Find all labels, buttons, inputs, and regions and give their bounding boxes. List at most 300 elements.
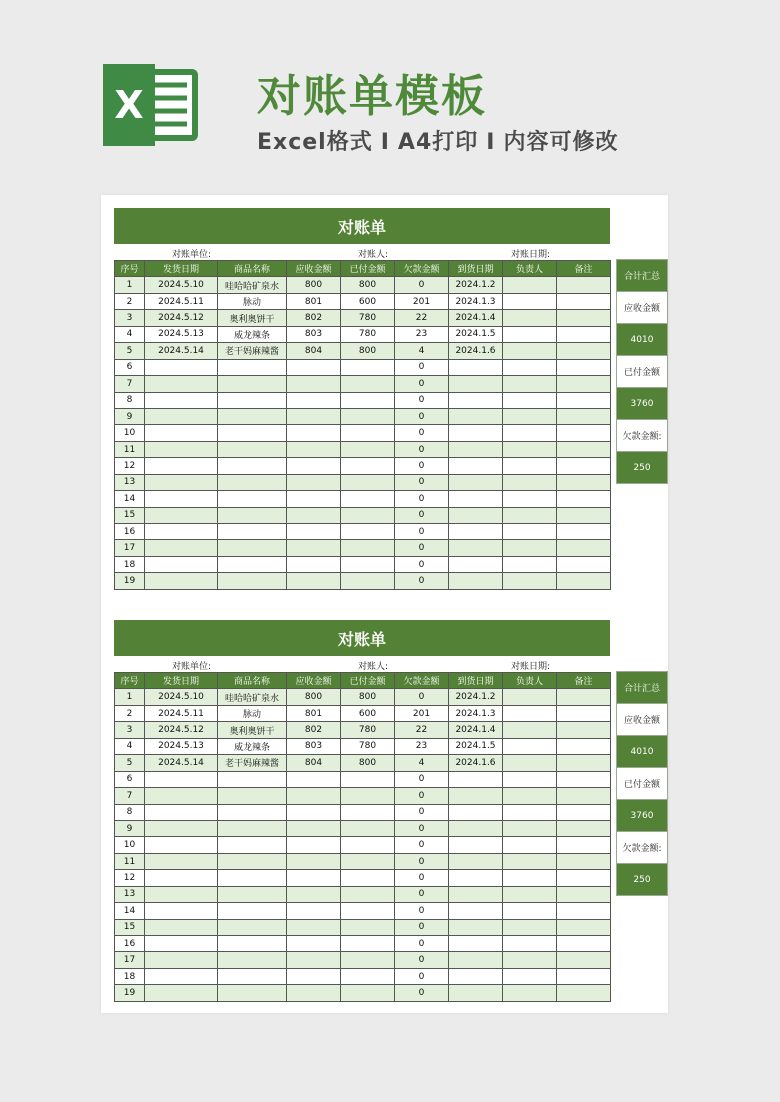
table-cell[interactable]: [218, 392, 287, 408]
table-cell[interactable]: [287, 952, 341, 968]
table-cell[interactable]: 802: [287, 310, 341, 326]
table-cell[interactable]: [145, 458, 218, 474]
table-cell[interactable]: [341, 968, 395, 984]
table-cell[interactable]: 0: [395, 689, 449, 705]
table-cell[interactable]: [218, 441, 287, 457]
table-cell[interactable]: 2024.1.2: [449, 689, 503, 705]
table-cell[interactable]: [287, 556, 341, 572]
table-cell[interactable]: [145, 788, 218, 804]
table-cell[interactable]: [145, 491, 218, 507]
table-cell[interactable]: 780: [341, 722, 395, 738]
table-cell[interactable]: [557, 820, 611, 836]
table-cell[interactable]: 804: [287, 755, 341, 771]
table-cell[interactable]: [341, 491, 395, 507]
table-cell[interactable]: 801: [287, 705, 341, 721]
table-cell[interactable]: [503, 524, 557, 540]
table-cell[interactable]: [341, 936, 395, 952]
table-cell[interactable]: [449, 573, 503, 589]
table-cell[interactable]: 13: [115, 886, 145, 902]
table-cell[interactable]: [341, 524, 395, 540]
table-cell[interactable]: [341, 376, 395, 392]
table-cell[interactable]: [503, 738, 557, 754]
table-cell[interactable]: [145, 441, 218, 457]
table-cell[interactable]: [503, 540, 557, 556]
table-cell[interactable]: [503, 886, 557, 902]
table-cell[interactable]: [218, 540, 287, 556]
table-cell[interactable]: [218, 952, 287, 968]
table-cell[interactable]: 23: [395, 326, 449, 342]
table-cell[interactable]: 2024.1.5: [449, 738, 503, 754]
table-cell[interactable]: 7: [115, 788, 145, 804]
table-cell[interactable]: 0: [395, 507, 449, 523]
table-cell[interactable]: [503, 936, 557, 952]
table-cell[interactable]: [341, 392, 395, 408]
table-cell[interactable]: 1: [115, 277, 145, 293]
table-cell[interactable]: 0: [395, 458, 449, 474]
table-cell[interactable]: [218, 771, 287, 787]
table-cell[interactable]: [557, 376, 611, 392]
table-cell[interactable]: 2024.5.11: [145, 705, 218, 721]
table-cell[interactable]: 803: [287, 326, 341, 342]
table-cell[interactable]: [557, 936, 611, 952]
table-cell[interactable]: [557, 277, 611, 293]
table-cell[interactable]: [218, 788, 287, 804]
table-cell[interactable]: [449, 556, 503, 572]
table-cell[interactable]: [341, 919, 395, 935]
table-cell[interactable]: 15: [115, 919, 145, 935]
table-cell[interactable]: 0: [395, 277, 449, 293]
table-cell[interactable]: [557, 985, 611, 1001]
table-cell[interactable]: [503, 985, 557, 1001]
table-cell[interactable]: 0: [395, 441, 449, 457]
table-cell[interactable]: [503, 556, 557, 572]
table-cell[interactable]: [503, 277, 557, 293]
table-cell[interactable]: [449, 392, 503, 408]
table-cell[interactable]: [557, 474, 611, 490]
table-cell[interactable]: [145, 408, 218, 424]
table-cell[interactable]: [449, 408, 503, 424]
table-cell[interactable]: [218, 820, 287, 836]
table-cell[interactable]: [287, 936, 341, 952]
table-cell[interactable]: 2024.1.3: [449, 293, 503, 309]
table-cell[interactable]: [218, 919, 287, 935]
table-cell[interactable]: 0: [395, 771, 449, 787]
table-cell[interactable]: [341, 985, 395, 1001]
table-cell[interactable]: 0: [395, 524, 449, 540]
table-cell[interactable]: 9: [115, 408, 145, 424]
table-cell[interactable]: [449, 936, 503, 952]
table-cell[interactable]: [341, 458, 395, 474]
table-cell[interactable]: 201: [395, 705, 449, 721]
table-cell[interactable]: 2024.5.13: [145, 738, 218, 754]
table-cell[interactable]: [287, 837, 341, 853]
table-cell[interactable]: [557, 310, 611, 326]
table-cell[interactable]: 6: [115, 771, 145, 787]
table-cell[interactable]: [557, 705, 611, 721]
table-cell[interactable]: 威龙辣条: [218, 326, 287, 342]
table-cell[interactable]: 800: [287, 689, 341, 705]
table-cell[interactable]: [557, 343, 611, 359]
table-cell[interactable]: [557, 968, 611, 984]
table-cell[interactable]: 2024.5.11: [145, 293, 218, 309]
table-cell[interactable]: 14: [115, 491, 145, 507]
table-cell[interactable]: [218, 903, 287, 919]
table-cell[interactable]: [449, 903, 503, 919]
table-cell[interactable]: [503, 837, 557, 853]
table-cell[interactable]: 脉动: [218, 293, 287, 309]
table-cell[interactable]: 老干妈麻辣酱: [218, 343, 287, 359]
table-cell[interactable]: [145, 936, 218, 952]
table-cell[interactable]: 2024.5.14: [145, 343, 218, 359]
table-cell[interactable]: [287, 985, 341, 1001]
table-cell[interactable]: [503, 722, 557, 738]
table-cell[interactable]: 11: [115, 853, 145, 869]
table-cell[interactable]: [557, 853, 611, 869]
table-cell[interactable]: 801: [287, 293, 341, 309]
table-cell[interactable]: [218, 837, 287, 853]
table-cell[interactable]: [503, 804, 557, 820]
table-cell[interactable]: [503, 491, 557, 507]
table-cell[interactable]: [449, 359, 503, 375]
table-cell[interactable]: [218, 870, 287, 886]
table-cell[interactable]: 2024.1.6: [449, 343, 503, 359]
table-cell[interactable]: [557, 441, 611, 457]
table-cell[interactable]: 600: [341, 293, 395, 309]
table-cell[interactable]: 0: [395, 985, 449, 1001]
table-cell[interactable]: [503, 359, 557, 375]
table-cell[interactable]: [287, 886, 341, 902]
table-cell[interactable]: 23: [395, 738, 449, 754]
table-cell[interactable]: 0: [395, 491, 449, 507]
table-cell[interactable]: [503, 326, 557, 342]
table-cell[interactable]: 800: [341, 277, 395, 293]
table-cell[interactable]: [218, 425, 287, 441]
table-cell[interactable]: [557, 837, 611, 853]
table-cell[interactable]: 14: [115, 903, 145, 919]
table-cell[interactable]: [287, 458, 341, 474]
table-cell[interactable]: 12: [115, 870, 145, 886]
table-cell[interactable]: [218, 886, 287, 902]
table-cell[interactable]: 8: [115, 804, 145, 820]
table-cell[interactable]: 1: [115, 689, 145, 705]
table-cell[interactable]: [341, 886, 395, 902]
table-cell[interactable]: [218, 376, 287, 392]
table-cell[interactable]: [341, 507, 395, 523]
table-cell[interactable]: [449, 458, 503, 474]
table-cell[interactable]: [287, 919, 341, 935]
table-cell[interactable]: [145, 985, 218, 1001]
table-cell[interactable]: [449, 788, 503, 804]
table-cell[interactable]: [503, 573, 557, 589]
table-cell[interactable]: [449, 804, 503, 820]
table-cell[interactable]: [341, 474, 395, 490]
table-cell[interactable]: [449, 820, 503, 836]
table-cell[interactable]: 780: [341, 310, 395, 326]
table-cell[interactable]: 0: [395, 376, 449, 392]
table-cell[interactable]: [218, 936, 287, 952]
table-cell[interactable]: [449, 837, 503, 853]
table-cell[interactable]: 奥利奥饼干: [218, 722, 287, 738]
table-cell[interactable]: 威龙辣条: [218, 738, 287, 754]
table-cell[interactable]: 19: [115, 573, 145, 589]
table-cell[interactable]: [503, 788, 557, 804]
table-cell[interactable]: 800: [341, 343, 395, 359]
table-cell[interactable]: [218, 853, 287, 869]
table-cell[interactable]: [145, 968, 218, 984]
table-cell[interactable]: [503, 441, 557, 457]
table-cell[interactable]: [503, 903, 557, 919]
table-cell[interactable]: 2024.1.2: [449, 277, 503, 293]
table-cell[interactable]: [341, 359, 395, 375]
table-cell[interactable]: 0: [395, 804, 449, 820]
table-cell[interactable]: [503, 458, 557, 474]
table-cell[interactable]: [503, 689, 557, 705]
table-cell[interactable]: [503, 771, 557, 787]
table-cell[interactable]: [287, 820, 341, 836]
table-cell[interactable]: 800: [341, 689, 395, 705]
table-cell[interactable]: [449, 491, 503, 507]
table-cell[interactable]: [218, 458, 287, 474]
table-cell[interactable]: 0: [395, 359, 449, 375]
table-cell[interactable]: [557, 903, 611, 919]
table-cell[interactable]: [557, 507, 611, 523]
table-cell[interactable]: [557, 952, 611, 968]
table-cell[interactable]: [341, 820, 395, 836]
table-cell[interactable]: 2024.5.12: [145, 310, 218, 326]
table-cell[interactable]: [218, 408, 287, 424]
table-cell[interactable]: [341, 853, 395, 869]
table-cell[interactable]: [145, 903, 218, 919]
table-cell[interactable]: [557, 540, 611, 556]
table-cell[interactable]: [341, 804, 395, 820]
table-cell[interactable]: [449, 919, 503, 935]
table-cell[interactable]: [503, 705, 557, 721]
table-cell[interactable]: [145, 359, 218, 375]
table-cell[interactable]: [341, 903, 395, 919]
table-cell[interactable]: 0: [395, 870, 449, 886]
table-cell[interactable]: [287, 507, 341, 523]
table-cell[interactable]: [503, 343, 557, 359]
table-cell[interactable]: [287, 788, 341, 804]
table-cell[interactable]: [557, 886, 611, 902]
table-cell[interactable]: 16: [115, 524, 145, 540]
table-cell[interactable]: 0: [395, 408, 449, 424]
table-cell[interactable]: [449, 952, 503, 968]
table-cell[interactable]: 2024.1.5: [449, 326, 503, 342]
table-cell[interactable]: [557, 722, 611, 738]
table-cell[interactable]: [287, 491, 341, 507]
table-cell[interactable]: [218, 491, 287, 507]
table-cell[interactable]: [449, 474, 503, 490]
table-cell[interactable]: 2024.1.3: [449, 705, 503, 721]
table-cell[interactable]: [341, 870, 395, 886]
table-cell[interactable]: [557, 425, 611, 441]
table-cell[interactable]: [557, 738, 611, 754]
table-cell[interactable]: [557, 870, 611, 886]
table-cell[interactable]: [449, 968, 503, 984]
table-cell[interactable]: 0: [395, 820, 449, 836]
table-cell[interactable]: [449, 441, 503, 457]
table-cell[interactable]: [341, 771, 395, 787]
table-cell[interactable]: [287, 425, 341, 441]
table-cell[interactable]: 201: [395, 293, 449, 309]
table-cell[interactable]: [287, 540, 341, 556]
table-cell[interactable]: [145, 573, 218, 589]
table-cell[interactable]: [341, 425, 395, 441]
table-cell[interactable]: [287, 968, 341, 984]
table-cell[interactable]: [503, 293, 557, 309]
table-cell[interactable]: 8: [115, 392, 145, 408]
table-cell[interactable]: [287, 474, 341, 490]
table-cell[interactable]: 802: [287, 722, 341, 738]
table-cell[interactable]: 803: [287, 738, 341, 754]
table-cell[interactable]: 0: [395, 837, 449, 853]
table-cell[interactable]: [341, 952, 395, 968]
table-cell[interactable]: 11: [115, 441, 145, 457]
table-cell[interactable]: [287, 376, 341, 392]
table-cell[interactable]: 2024.5.13: [145, 326, 218, 342]
table-cell[interactable]: [557, 392, 611, 408]
table-cell[interactable]: [503, 392, 557, 408]
table-cell[interactable]: 4: [395, 343, 449, 359]
table-cell[interactable]: [218, 524, 287, 540]
table-cell[interactable]: 2024.1.4: [449, 722, 503, 738]
table-cell[interactable]: 0: [395, 919, 449, 935]
table-cell[interactable]: [145, 837, 218, 853]
table-cell[interactable]: [449, 886, 503, 902]
table-cell[interactable]: 22: [395, 722, 449, 738]
table-cell[interactable]: 4: [115, 738, 145, 754]
table-cell[interactable]: [557, 919, 611, 935]
table-cell[interactable]: [287, 804, 341, 820]
table-cell[interactable]: 2024.5.10: [145, 277, 218, 293]
table-cell[interactable]: [557, 458, 611, 474]
table-cell[interactable]: [145, 376, 218, 392]
table-cell[interactable]: [145, 540, 218, 556]
table-cell[interactable]: [557, 326, 611, 342]
table-cell[interactable]: [341, 837, 395, 853]
table-cell[interactable]: [341, 573, 395, 589]
table-cell[interactable]: [145, 771, 218, 787]
table-cell[interactable]: [218, 573, 287, 589]
table-cell[interactable]: 0: [395, 573, 449, 589]
table-cell[interactable]: [557, 293, 611, 309]
table-cell[interactable]: 0: [395, 425, 449, 441]
table-cell[interactable]: 老干妈麻辣酱: [218, 755, 287, 771]
table-cell[interactable]: [145, 392, 218, 408]
table-cell[interactable]: [145, 952, 218, 968]
table-cell[interactable]: 2: [115, 705, 145, 721]
table-cell[interactable]: 780: [341, 326, 395, 342]
table-cell[interactable]: [557, 771, 611, 787]
table-cell[interactable]: 0: [395, 392, 449, 408]
table-cell[interactable]: 5: [115, 343, 145, 359]
table-cell[interactable]: [449, 524, 503, 540]
table-cell[interactable]: [503, 474, 557, 490]
table-cell[interactable]: [145, 556, 218, 572]
table-cell[interactable]: [503, 919, 557, 935]
table-cell[interactable]: [503, 408, 557, 424]
table-cell[interactable]: 0: [395, 886, 449, 902]
table-cell[interactable]: 800: [341, 755, 395, 771]
table-cell[interactable]: [287, 573, 341, 589]
table-cell[interactable]: [218, 985, 287, 1001]
table-cell[interactable]: 16: [115, 936, 145, 952]
table-cell[interactable]: 0: [395, 788, 449, 804]
table-cell[interactable]: [287, 408, 341, 424]
table-cell[interactable]: 2024.5.12: [145, 722, 218, 738]
table-cell[interactable]: [557, 788, 611, 804]
table-cell[interactable]: [145, 870, 218, 886]
table-cell[interactable]: [449, 376, 503, 392]
table-cell[interactable]: 780: [341, 738, 395, 754]
table-cell[interactable]: 2: [115, 293, 145, 309]
table-cell[interactable]: 17: [115, 952, 145, 968]
table-cell[interactable]: [145, 474, 218, 490]
table-cell[interactable]: [341, 540, 395, 556]
table-cell[interactable]: [449, 540, 503, 556]
table-cell[interactable]: [287, 441, 341, 457]
table-cell[interactable]: [287, 903, 341, 919]
table-cell[interactable]: [557, 524, 611, 540]
table-cell[interactable]: [218, 507, 287, 523]
table-cell[interactable]: 0: [395, 540, 449, 556]
table-cell[interactable]: [287, 359, 341, 375]
table-cell[interactable]: [218, 474, 287, 490]
table-cell[interactable]: 0: [395, 853, 449, 869]
table-cell[interactable]: [341, 441, 395, 457]
table-cell[interactable]: [503, 310, 557, 326]
table-cell[interactable]: 5: [115, 755, 145, 771]
table-cell[interactable]: 0: [395, 556, 449, 572]
table-cell[interactable]: [145, 919, 218, 935]
table-cell[interactable]: 0: [395, 936, 449, 952]
table-cell[interactable]: [449, 507, 503, 523]
table-cell[interactable]: [449, 771, 503, 787]
table-cell[interactable]: [449, 425, 503, 441]
table-cell[interactable]: [503, 870, 557, 886]
table-cell[interactable]: [145, 804, 218, 820]
table-cell[interactable]: [287, 524, 341, 540]
table-cell[interactable]: 804: [287, 343, 341, 359]
table-cell[interactable]: [503, 952, 557, 968]
table-cell[interactable]: [341, 408, 395, 424]
table-cell[interactable]: [449, 853, 503, 869]
table-cell[interactable]: [218, 556, 287, 572]
table-cell[interactable]: 17: [115, 540, 145, 556]
table-cell[interactable]: 2024.1.6: [449, 755, 503, 771]
table-cell[interactable]: [503, 376, 557, 392]
table-cell[interactable]: 10: [115, 837, 145, 853]
table-cell[interactable]: [145, 507, 218, 523]
table-cell[interactable]: [503, 853, 557, 869]
table-cell[interactable]: 2024.5.14: [145, 755, 218, 771]
table-cell[interactable]: 0: [395, 474, 449, 490]
table-cell[interactable]: [287, 853, 341, 869]
table-cell[interactable]: [557, 359, 611, 375]
table-cell[interactable]: [557, 556, 611, 572]
table-cell[interactable]: [218, 804, 287, 820]
table-cell[interactable]: [341, 556, 395, 572]
table-cell[interactable]: [557, 408, 611, 424]
table-cell[interactable]: 19: [115, 985, 145, 1001]
table-cell[interactable]: [218, 968, 287, 984]
table-cell[interactable]: 10: [115, 425, 145, 441]
table-cell[interactable]: [557, 804, 611, 820]
table-cell[interactable]: 哇哈哈矿泉水: [218, 689, 287, 705]
table-cell[interactable]: 2024.5.10: [145, 689, 218, 705]
table-cell[interactable]: [449, 870, 503, 886]
